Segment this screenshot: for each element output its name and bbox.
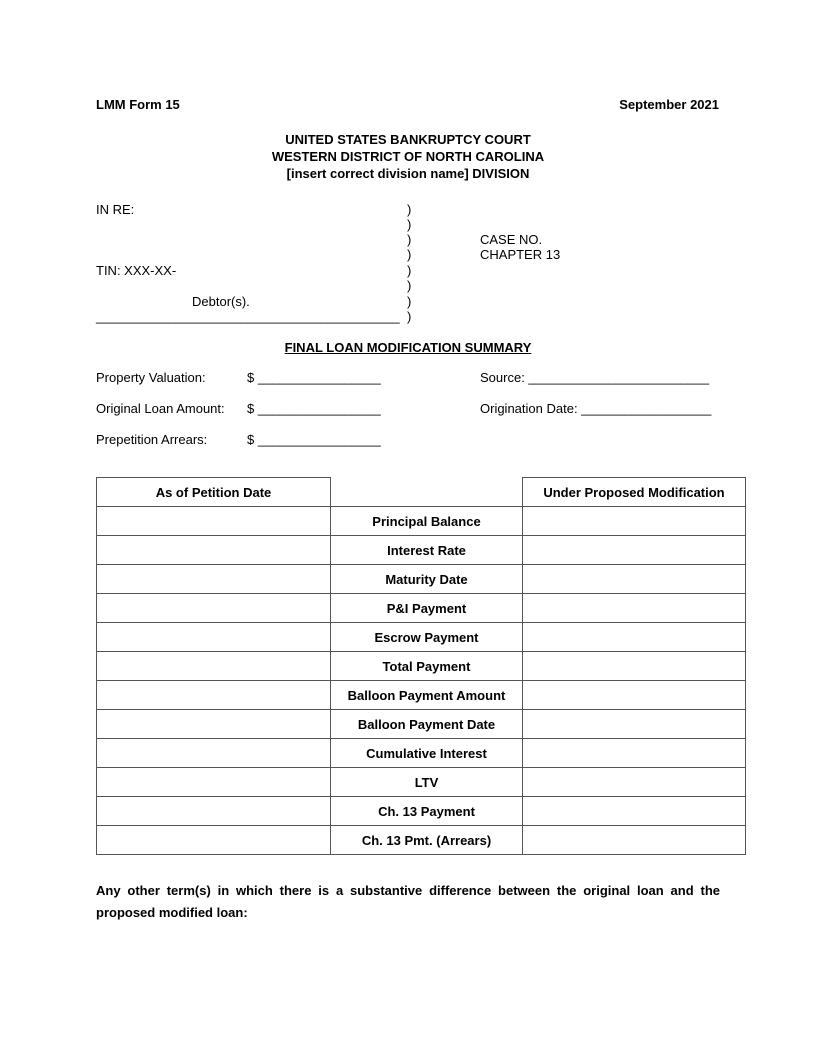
proposed-modification-cell[interactable]: [523, 507, 746, 536]
header-petition-date: As of Petition Date: [97, 478, 331, 507]
term-label: Interest Rate: [331, 536, 523, 565]
table-row: [97, 768, 746, 797]
proposed-modification-cell[interactable]: [523, 797, 746, 826]
petition-date-cell[interactable]: [97, 536, 331, 565]
term-label: Total Payment: [331, 652, 523, 681]
caption-paren: ): [407, 294, 412, 309]
tin-label: TIN: XXX-XX-: [96, 263, 177, 278]
proposed-modification-cell[interactable]: [523, 594, 746, 623]
other-terms-prompt: Any other term(s) in which there is a substantive difference between the original loan and the proposed modified loan:: [96, 883, 720, 920]
proposed-modification-cell[interactable]: [523, 768, 746, 797]
petition-date-cell[interactable]: [97, 623, 331, 652]
term-label: Principal Balance: [331, 507, 523, 536]
property-valuation-label: Property Valuation:: [96, 370, 206, 385]
petition-date-cell[interactable]: [97, 710, 331, 739]
table-row: [97, 681, 746, 710]
court-district: WESTERN DISTRICT OF NORTH CAROLINA: [271, 149, 545, 164]
petition-date-cell[interactable]: [97, 507, 331, 536]
petition-date-cell[interactable]: [97, 826, 331, 855]
table-row: [97, 652, 746, 681]
term-label: Ch. 13 Payment: [331, 797, 523, 826]
caption-paren: ): [407, 217, 412, 232]
property-valuation-field[interactable]: $ _________________: [247, 370, 381, 385]
table-row: [97, 507, 746, 536]
caption-paren: ): [407, 309, 412, 324]
proposed-modification-cell[interactable]: [523, 710, 746, 739]
proposed-modification-cell[interactable]: [523, 565, 746, 594]
proposed-modification-cell[interactable]: [523, 536, 746, 565]
header-term-blank: [331, 478, 523, 507]
table-row: [97, 710, 746, 739]
term-label: Balloon Payment Date: [331, 710, 523, 739]
proposed-modification-cell[interactable]: [523, 652, 746, 681]
petition-date-cell[interactable]: [97, 652, 331, 681]
term-label: P&I Payment: [331, 594, 523, 623]
table-row: [97, 739, 746, 768]
table-row: [97, 623, 746, 652]
term-label: Escrow Payment: [331, 623, 523, 652]
origination-date-field[interactable]: Origination Date: __________________: [480, 401, 712, 416]
source-field[interactable]: Source: _________________________: [480, 370, 710, 385]
table-row: [97, 826, 746, 855]
table-row: [97, 565, 746, 594]
original-loan-label: Original Loan Amount:: [96, 401, 225, 416]
document-title: FINAL LOAN MODIFICATION SUMMARY: [284, 340, 532, 355]
caption-paren: ): [407, 247, 412, 262]
form-date: September 2021: [619, 97, 719, 112]
petition-date-cell[interactable]: [97, 594, 331, 623]
court-name: UNITED STATES BANKRUPTCY COURT: [285, 132, 531, 147]
debtor-label: Debtor(s).: [192, 294, 250, 309]
caption-signature-line: __________________________________________: [96, 309, 400, 324]
prepetition-arrears-label: Prepetition Arrears:: [96, 432, 208, 447]
court-division: [insert correct division name] DIVISION: [286, 166, 530, 181]
term-label: LTV: [331, 768, 523, 797]
table-header-row: [97, 478, 746, 507]
prepetition-arrears-field[interactable]: $ _________________: [247, 432, 381, 447]
table-row: [97, 594, 746, 623]
term-label: Ch. 13 Pmt. (Arrears): [331, 826, 523, 855]
proposed-modification-cell[interactable]: [523, 739, 746, 768]
header-proposed-modification: Under Proposed Modification: [523, 478, 746, 507]
chapter-label: CHAPTER 13: [480, 247, 561, 262]
caption-paren: ): [407, 263, 412, 278]
in-re-label: IN RE:: [96, 202, 135, 217]
term-label: Balloon Payment Amount: [331, 681, 523, 710]
table-row: [97, 797, 746, 826]
petition-date-cell[interactable]: [97, 681, 331, 710]
table-row: [97, 536, 746, 565]
petition-date-cell[interactable]: [97, 739, 331, 768]
petition-date-cell[interactable]: [97, 565, 331, 594]
caption-paren: ): [407, 202, 412, 217]
proposed-modification-cell[interactable]: [523, 623, 746, 652]
caption-paren: ): [407, 278, 412, 293]
original-loan-field[interactable]: $ _________________: [247, 401, 381, 416]
caption-paren: ): [407, 232, 412, 247]
proposed-modification-cell[interactable]: [523, 826, 746, 855]
loan-terms-table: [96, 477, 746, 855]
case-no-label: CASE NO.: [480, 232, 543, 247]
proposed-modification-cell[interactable]: [523, 681, 746, 710]
form-id: LMM Form 15: [96, 97, 180, 112]
petition-date-cell[interactable]: [97, 797, 331, 826]
term-label: Maturity Date: [331, 565, 523, 594]
term-label: Cumulative Interest: [331, 739, 523, 768]
petition-date-cell[interactable]: [97, 768, 331, 797]
